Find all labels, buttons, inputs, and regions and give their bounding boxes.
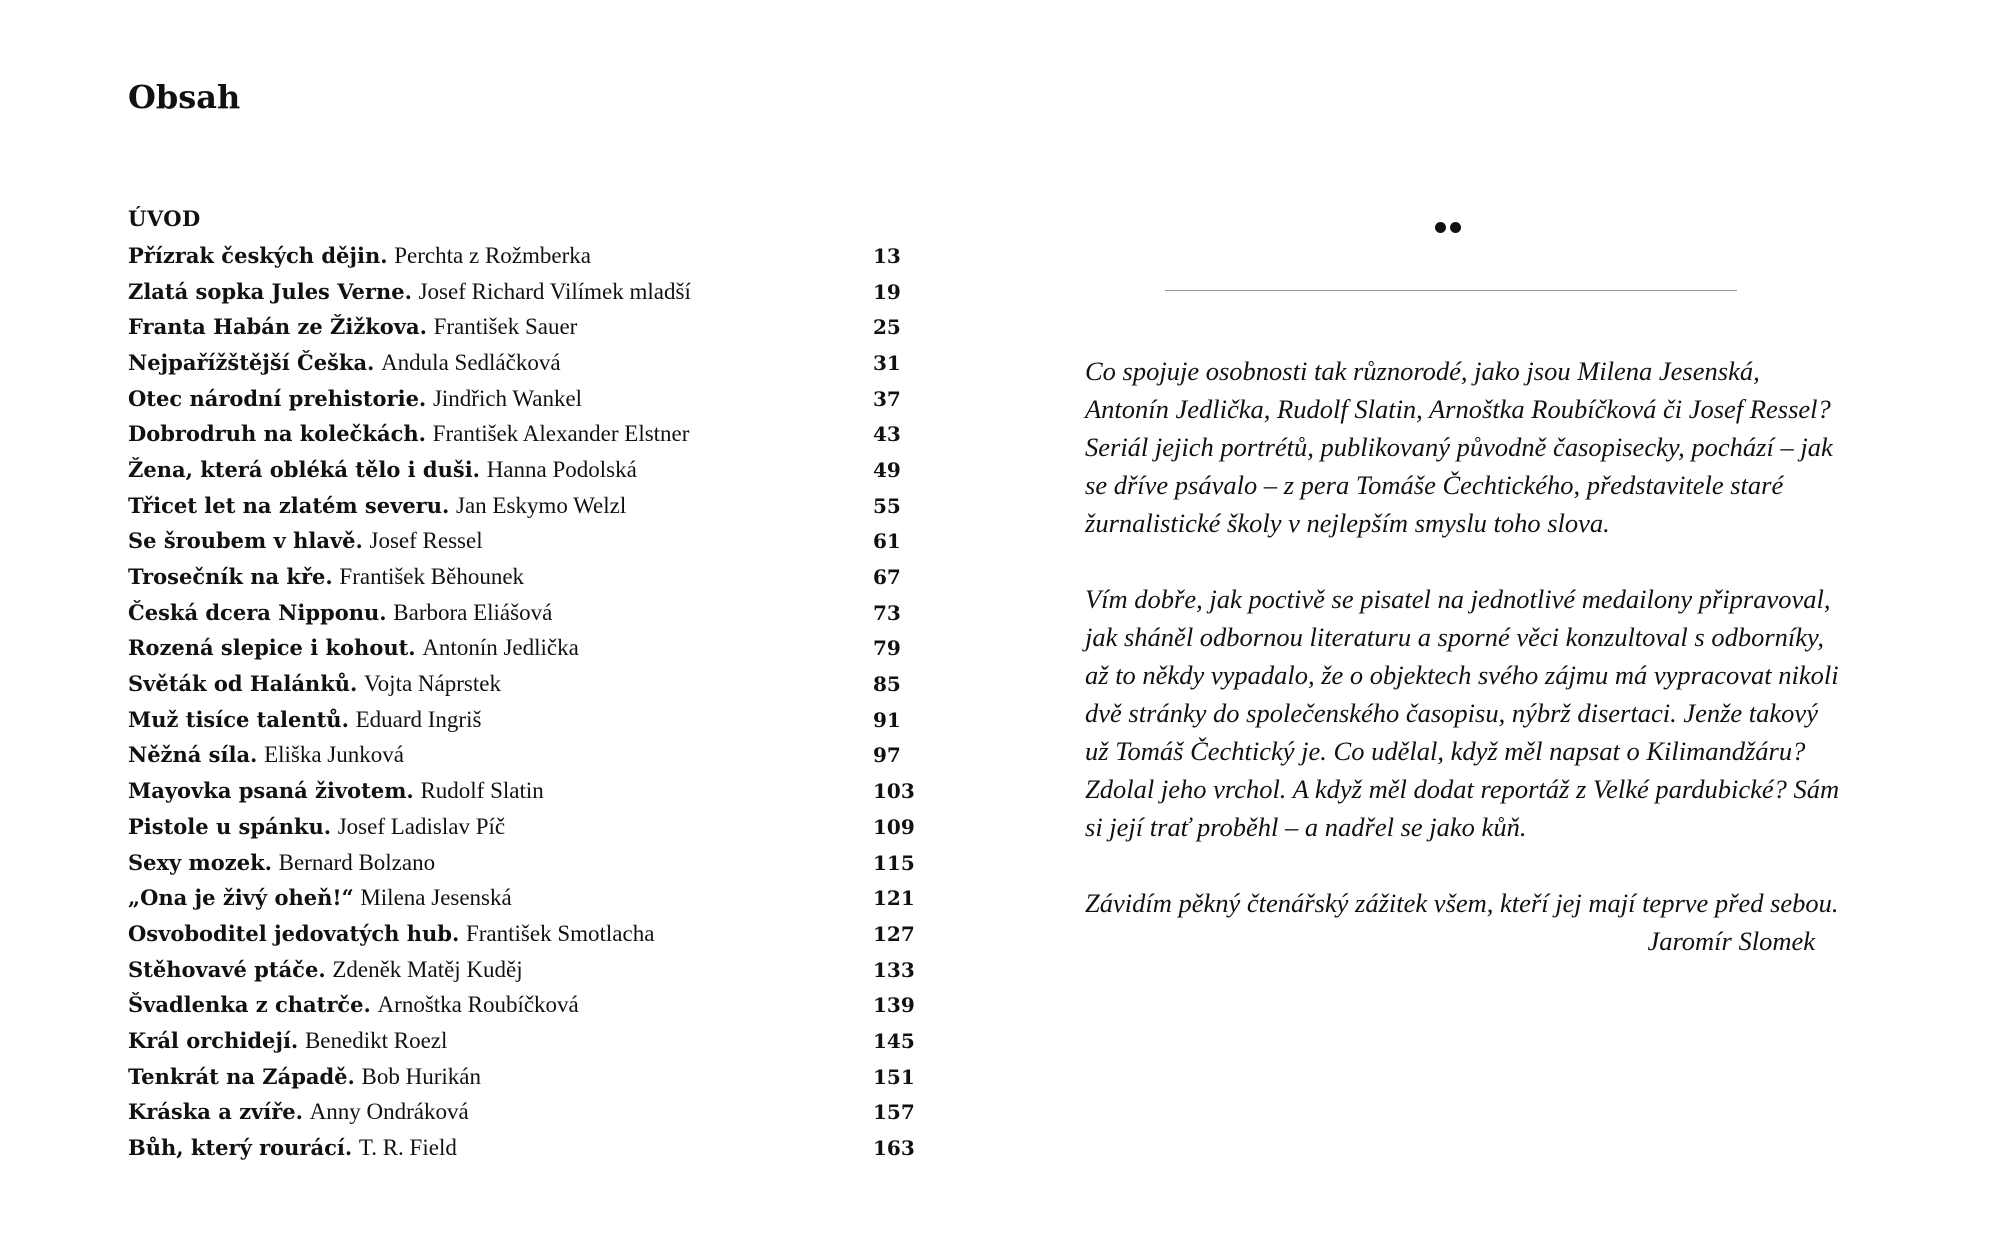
toc-entry-title: Trosečník na kře. [128,564,333,590]
toc-entry [128,1095,918,1131]
toc-entry-title: Rozená slepice i kohout. [128,635,416,661]
toc-entry-person: Zdeněk Matěj Kuděj [332,956,523,982]
toc-entry-person: T. R. Field [358,1135,457,1161]
toc-entry-title: Dobrodruh na kolečkách. [128,421,426,447]
toc-entry-person: Bob Hurikán [361,1063,482,1089]
toc-entry [128,738,918,774]
toc-entry-page-number: 31 [873,350,901,375]
toc-entry-person: Arnoštka Roubíčková [377,992,579,1018]
toc-entry [128,1130,918,1166]
toc-entry-text [128,386,873,412]
foreword-paragraph: Vím dobře, jak poctivě se pisatel na jednotlivé medailony připravoval, jak sháněl odbornou literaturu a sporné věci konzultoval s odborníky, až to někdy vypadalo, že o objektech svého zájmu má vypracovat nikoli dvě stránky do společenského časopisu, nýbrž disertaci. Jenže takový už Tomáš Čechtický je. Co udělal, když měl napsat o Kilimandžáru? Zdolal jeho vrchol. A když měl dodat reportáž z Velké pardubické? Sám si její trať proběhl – a nadřel se jako kůň. [1085,584,1840,842]
toc-entry-text [128,564,873,590]
toc-entry-person: Rudolf Slatin [420,778,544,804]
toc-entry [128,1023,918,1059]
ornament-dot [1450,222,1461,233]
toc-entry-title: Třicet let na zlatém severu. [128,492,450,518]
toc-entry [128,452,918,488]
toc-entry [128,345,918,381]
toc-entry-title: Stěhovavé ptáče. [128,956,326,982]
toc-entry [128,309,918,345]
toc-entry-person: Josef Ressel [369,528,483,554]
toc-entry-page-number: 133 [873,957,915,982]
toc-entry-person: Benedikt Roezl [304,1027,448,1053]
toc-entry-title: Bůh, který rourácí. [128,1135,353,1161]
foreword-text [1085,352,1845,998]
toc-entry-text [128,885,873,911]
toc-entry-title: Sexy mozek. [128,849,272,875]
toc-entry-text [128,1064,873,1090]
toc-entry-person: Jan Eskymo Welzl [456,492,627,518]
page-title: Obsah [128,78,241,116]
toc-entry-title: Žena, která obléká tělo i duši. [128,456,480,482]
toc-entry [128,488,918,524]
toc-entry-title: Muž tisíce talentů. [128,706,349,732]
ornament-dot [1435,222,1446,233]
toc-entry [128,916,918,952]
toc-entry-person: František Alexander Elstner [432,421,690,447]
toc-entry-text [128,707,873,733]
toc-entry-text [128,635,873,661]
toc-entry [128,381,918,417]
toc-entry-title: Franta Habán ze Žižkova. [128,314,427,340]
toc-entry-title: Otec národní prehistorie. [128,385,427,411]
toc-entry-title: Tenkrát na Západě. [128,1063,355,1089]
toc-entry-person: František Smotlacha [465,920,655,946]
toc-entry-text [128,314,873,340]
foreword-paragraph: Závidím pěkný čtenářský zážitek všem, kteří jej mají teprve před sebou. [1085,888,1839,918]
toc-entry [128,559,918,595]
toc-entry-text [128,243,873,269]
toc-entry [128,773,918,809]
ornament-dots [1435,222,1475,242]
toc-entry-text [128,600,873,626]
signature: Jaromír Slomek [1647,926,1815,956]
foreword-page [1085,0,1875,1250]
toc-entry-title: Světák od Halánků. [128,671,358,697]
toc-entry-person: Vojta Náprstek [364,671,501,697]
toc-entry [128,666,918,702]
toc-entry-text [128,1135,873,1161]
toc-entry [128,524,918,560]
toc-entry-text [128,528,873,554]
toc-entry-text [128,493,873,519]
toc-entry-title: „Ona je živý oheň!“ [128,885,354,911]
toc-entry-page-number: 115 [873,850,915,875]
toc-entry-text [128,457,873,483]
toc-entry-text [128,957,873,983]
toc-entry-person: Jindřich Wankel [432,385,583,411]
toc-list [128,238,918,1166]
toc-entry-page-number: 25 [873,315,901,340]
toc-entry-title: Mayovka psaná životem. [128,778,414,804]
toc-entry-page-number: 37 [873,386,901,411]
toc-entry [128,987,918,1023]
toc-entry-page-number: 139 [873,993,915,1018]
toc-entry-page-number: 13 [873,243,901,268]
section-label: ÚVOD [128,206,201,231]
toc-entry-title: Osvoboditel jedovatých hub. [128,920,460,946]
toc-entry-text [128,992,873,1018]
toc-entry-person: Josef Ladislav Píč [337,813,506,839]
toc-entry [128,880,918,916]
toc-entry-person: Eduard Ingriš [355,706,482,732]
toc-entry-page-number: 157 [873,1100,915,1125]
toc-entry-text [128,850,873,876]
toc-entry-person: Anny Ondráková [309,1099,469,1125]
toc-entry-page-number: 79 [873,636,901,661]
toc-entry-title: Česká dcera Nipponu. [128,599,387,625]
divider-rule [1165,290,1737,291]
toc-entry-person: Andula Sedláčková [381,349,561,375]
toc-entry-text [128,921,873,947]
toc-entry-page-number: 73 [873,600,901,625]
toc-entry-text [128,1028,873,1054]
toc-entry-page-number: 103 [873,779,915,804]
toc-entry-page-number: 145 [873,1028,915,1053]
toc-entry [128,702,918,738]
toc-entry-title: Se šroubem v hlavě. [128,528,363,554]
toc-entry [128,631,918,667]
toc-entry-person: Hanna Podolská [486,456,637,482]
toc-entry [128,274,918,310]
toc-entry-person: František Sauer [433,314,578,340]
toc-entry-text [128,814,873,840]
toc-entry-page-number: 163 [873,1136,915,1161]
toc-entry-text [128,742,873,768]
toc-entry-title: Přízrak českých dějin. [128,242,388,268]
toc-entry-person: Josef Richard Vilímek mladší [418,278,691,304]
foreword-paragraph: Co spojuje osobnosti tak různorodé, jako jsou Milena Jesenská, Antonín Jedlička, Rudolf Slatin, Arnoštka Roubíčková či Josef Ressel? Seriál jejich portrétů, publikovaný původně časopisecky, pochází – jak se dříve psávalo – z pera Tomáše Čechtického, představitele staré žurnalistické školy v nejlepším smyslu toho slova. [1085,356,1833,538]
toc-entry [128,238,918,274]
toc-entry-person: Milena Jesenská [360,885,512,911]
toc-entry-page-number: 121 [873,886,915,911]
toc-entry-page-number: 55 [873,493,901,518]
toc-entry-page-number: 151 [873,1064,915,1089]
toc-entry-page-number: 127 [873,921,915,946]
toc-entry-title: Švadlenka z chatrče. [128,992,371,1018]
toc-entry-title: Kráska a zvíře. [128,1099,303,1125]
toc-entry [128,952,918,988]
toc-entry-page-number: 97 [873,743,901,768]
toc-entry-text [128,1099,873,1125]
toc-entry-page-number: 67 [873,565,901,590]
toc-entry-title: Král orchidejí. [128,1027,299,1053]
toc-entry-page-number: 19 [873,279,901,304]
toc-entry-title: Nejpařížštější Češka. [128,349,375,375]
toc-entry-title: Něžná síla. [128,742,258,768]
toc-entry-person: Antonín Jedlička [422,635,579,661]
toc-entry-text [128,421,873,447]
toc-entry [128,595,918,631]
toc-entry-page-number: 85 [873,672,901,697]
toc-entry-page-number: 109 [873,814,915,839]
toc-entry-person: František Běhounek [339,564,525,590]
toc-entry-page-number: 43 [873,422,901,447]
toc-entry-text [128,778,873,804]
toc-entry [128,845,918,881]
toc-entry-title: Pistole u spánku. [128,813,332,839]
toc-entry-text [128,279,873,305]
toc-entry-text [128,671,873,697]
toc-entry-page-number: 61 [873,529,901,554]
toc-entry-text [128,350,873,376]
toc-entry-page-number: 91 [873,707,901,732]
toc-entry [128,1059,918,1095]
toc-entry-page-number: 49 [873,457,901,482]
toc-entry-person: Eliška Junková [264,742,404,768]
toc-entry [128,809,918,845]
toc-entry-title: Zlatá sopka Jules Verne. [128,278,412,304]
toc-entry-person: Bernard Bolzano [278,849,436,875]
toc-entry [128,416,918,452]
table-of-contents-page [128,78,918,1161]
toc-entry-person: Barbora Eliášová [393,599,553,625]
toc-entry-person: Perchta z Rožmberka [394,242,591,268]
